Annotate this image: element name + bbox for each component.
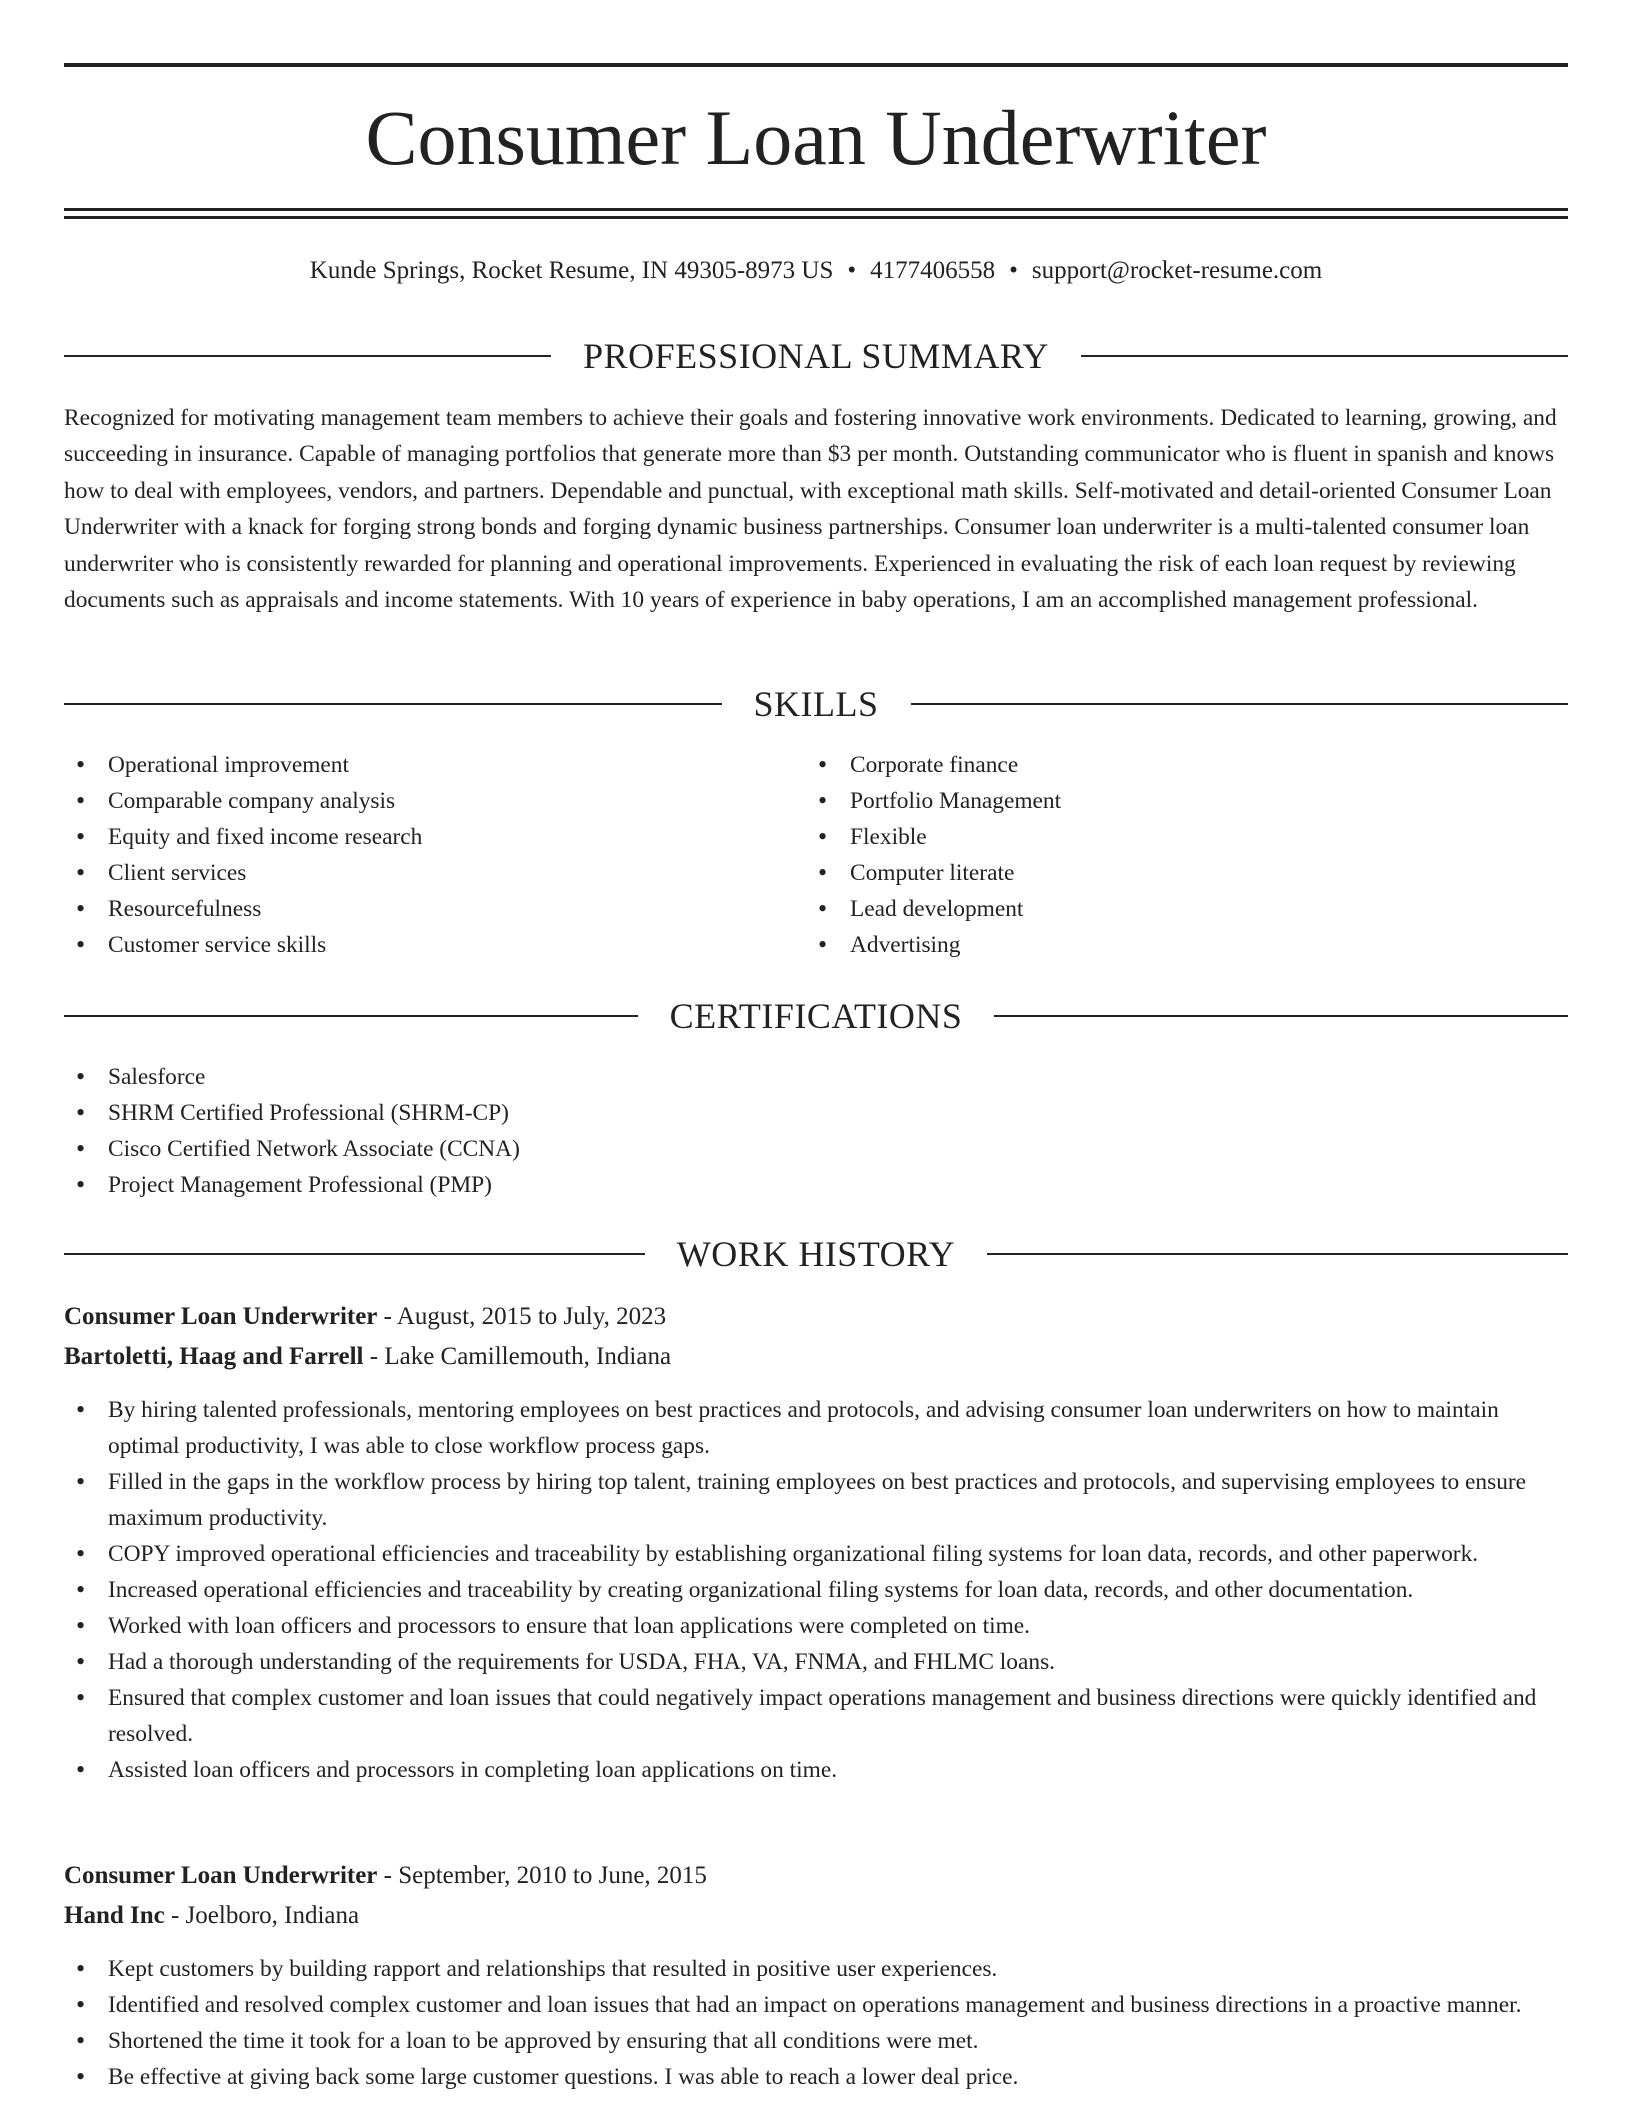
contact-phone: 4177406558 — [870, 257, 996, 284]
certification-item: • Salesforce — [64, 1059, 1568, 1095]
header-double-rule-lower — [64, 216, 1568, 219]
skill-item: • Equity and fixed income research — [64, 819, 804, 855]
job-bullet: • Worked with loan officers and processors to ensure that loan applications were completed on time. — [64, 1608, 1568, 1644]
job-dates: - September, 2010 to June, 2015 — [377, 1862, 707, 1889]
section-label: PROFESSIONAL SUMMARY — [583, 336, 1049, 376]
job-location: - Joelboro, Indiana — [164, 1902, 360, 1929]
section-label: SKILLS — [753, 684, 879, 724]
heading-rule — [987, 1253, 1568, 1255]
heading-rule — [1081, 355, 1568, 357]
certification-item: • SHRM Certified Professional (SHRM-CP) — [64, 1095, 1568, 1131]
section-heading-certifications — [64, 996, 1568, 1036]
certification-item: • Cisco Certified Network Associate (CCNA) — [64, 1131, 1568, 1167]
job-dates: - August, 2015 to July, 2023 — [377, 1303, 667, 1330]
job-bullet-list — [64, 1392, 1568, 1788]
job-bullet: • Ensured that complex customer and loan issues that could negatively impact operations management and business directions were quickly identified and resolved. — [64, 1680, 1568, 1752]
heading-rule — [911, 703, 1569, 705]
certifications-list — [64, 1059, 1568, 1203]
job-bullet: • Increased operational efficiencies and traceability by creating organizational filing systems for loan data, records, and other documentation. — [64, 1572, 1568, 1608]
section-heading-summary — [64, 336, 1568, 376]
job-company-line — [64, 1339, 1568, 1375]
contact-address: Kunde Springs, Rocket Resume, IN 49305-8973 US — [309, 257, 834, 284]
heading-rule — [64, 703, 722, 705]
heading-rule — [994, 1015, 1568, 1017]
skills-list-right — [806, 747, 1568, 963]
job-bullet: • Shortened the time it took for a loan to be approved by ensuring that all conditions were met. — [64, 2023, 1568, 2059]
section-heading-work-history — [64, 1234, 1568, 1274]
job-location: - Lake Camillemouth, Indiana — [363, 1343, 672, 1370]
contact-email: support@rocket-resume.com — [1031, 257, 1323, 284]
certification-item: • Project Management Professional (PMP) — [64, 1167, 1568, 1203]
header-double-rule-upper — [64, 208, 1568, 211]
skill-item: • Flexible — [806, 819, 1568, 855]
skill-item: • Corporate finance — [806, 747, 1568, 783]
job-bullet: • Filled in the gaps in the workflow process by hiring top talent, training employees on best practices and protocols, and supervising employees to ensure maximum productivity. — [64, 1464, 1568, 1536]
header-top-rule — [64, 63, 1568, 67]
skill-item: • Resourcefulness — [64, 891, 804, 927]
job-company: Bartoletti, Haag and Farrell — [64, 1343, 364, 1370]
contact-separator: • — [847, 257, 857, 284]
job-bullet: • COPY improved operational efficiencies and traceability by establishing organizational filing systems for loan data, records, and other paperwork. — [64, 1536, 1568, 1572]
job-bullet: • Assisted loan officers and processors in completing loan applications on time. — [64, 1752, 1568, 1788]
section-label: CERTIFICATIONS — [669, 996, 963, 1036]
resume-title: Consumer Loan Underwriter — [365, 94, 1267, 181]
contact-line — [64, 254, 1568, 288]
job-bullet: • By hiring talented professionals, mentoring employees on best practices and protocols, and advising consumer loan underwriters on how to maintain optimal productivity, I was able to close workflow process gaps. — [64, 1392, 1568, 1464]
job-title-line — [64, 1858, 1568, 1894]
skill-item: • Customer service skills — [64, 927, 804, 963]
job-company: Hand Inc — [64, 1902, 165, 1929]
job-bullet: • Identified and resolved complex customer and loan issues that had an impact on operations management and business directions in a proactive manner. — [64, 1987, 1568, 2023]
skill-item: • Client services — [64, 855, 804, 891]
contact-separator: • — [1009, 257, 1018, 284]
job-bullet-list — [64, 1951, 1568, 2095]
heading-rule — [64, 1253, 645, 1255]
job-bullet: • Had a thorough understanding of the requirements for USDA, FHA, VA, FNMA, and FHLMC loans. — [64, 1644, 1568, 1680]
section-label: WORK HISTORY — [676, 1234, 956, 1274]
job-bullet: • Kept customers by building rapport and relationships that resulted in positive user experiences. — [64, 1951, 1568, 1987]
job-title-line — [64, 1299, 1568, 1335]
heading-rule — [64, 1015, 638, 1017]
skill-item: • Comparable company analysis — [64, 783, 804, 819]
skills-list-left — [64, 747, 804, 963]
heading-rule — [64, 355, 551, 357]
job-company-line — [64, 1898, 1568, 1934]
section-heading-skills — [64, 684, 1568, 724]
skill-item: • Lead development — [806, 891, 1568, 927]
job-bullet: • Be effective at giving back some large customer questions. I was able to reach a lower deal price. — [64, 2059, 1568, 2095]
skill-item: • Operational improvement — [64, 747, 804, 783]
job-title: Consumer Loan Underwriter — [64, 1862, 378, 1889]
skill-item: • Portfolio Management — [806, 783, 1568, 819]
summary-paragraph: Recognized for motivating management team members to achieve their goals and fostering innovative work environments. Dedicated to learning, growing, and succeeding in insurance. Capable of managing portfolios that generate more than $3 per month. Outstanding communicator who is fluent in spanish and knows how to deal with employees, vendors, and partners. Dependable and punctual, with exceptional math skills. Self-motivated and detail-oriented Consumer Loan Underwriter with a knack for forging strong bonds and forging dynamic business partnerships. Consumer loan underwriter is a multi-talented consumer loan underwriter who is consistently rewarded for planning and operational improvements. Experienced in evaluating the risk of each loan request by reviewing documents such as appraisals and income statements. With 10 years of experience in baby operations, I am an accomplished management professional. — [64, 405, 1557, 614]
job-title: Consumer Loan Underwriter — [64, 1303, 378, 1330]
skill-item: • Computer literate — [806, 855, 1568, 891]
skill-item: • Advertising — [806, 927, 1568, 963]
